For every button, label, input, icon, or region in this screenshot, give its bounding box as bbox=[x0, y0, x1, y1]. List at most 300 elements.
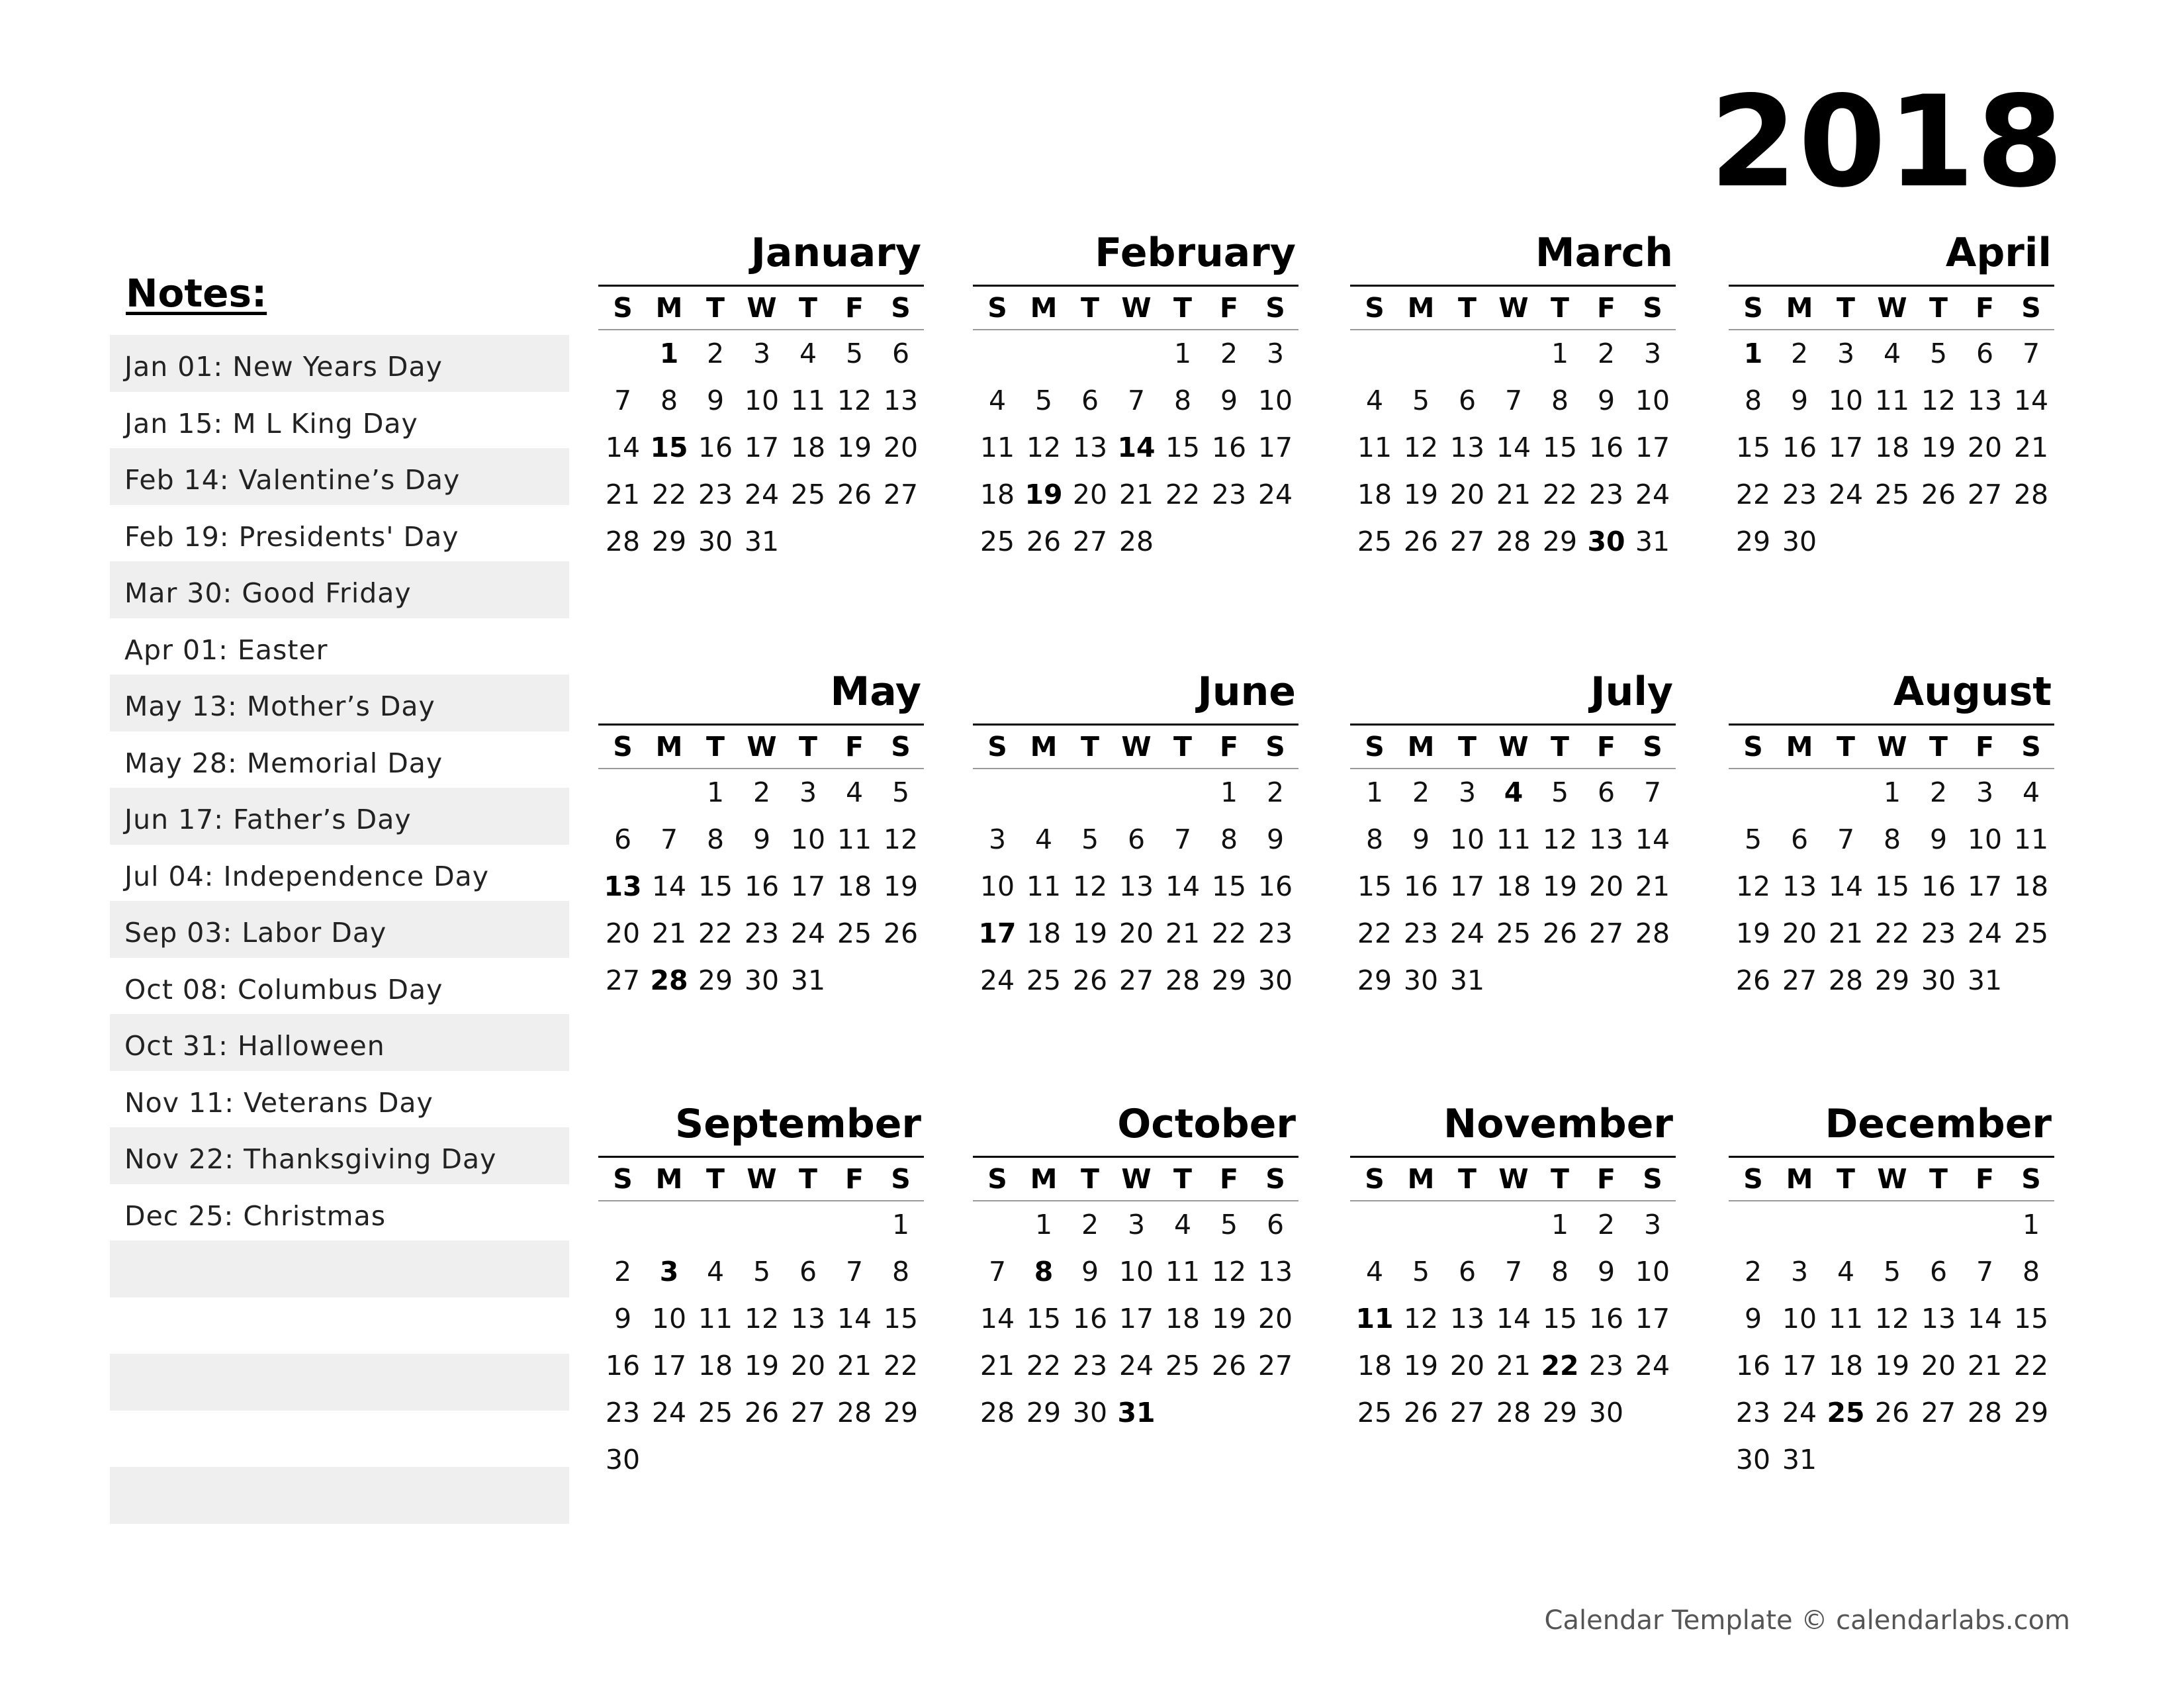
week-row bbox=[600, 863, 924, 910]
day-cell: 12 bbox=[1403, 1303, 1439, 1335]
empty-day-cell bbox=[1160, 518, 1206, 565]
day-cell: 9 bbox=[706, 385, 725, 416]
week-row bbox=[1730, 1389, 2054, 1436]
day-cell: 7 bbox=[614, 385, 632, 416]
day-cell: 18 bbox=[1165, 1303, 1201, 1335]
empty-day-cell bbox=[1730, 1201, 1776, 1248]
day-cell: 28 bbox=[837, 1397, 872, 1429]
day-cell: 11 bbox=[1357, 432, 1392, 463]
weekday-header bbox=[974, 726, 1298, 768]
empty-day-cell bbox=[1629, 1389, 1676, 1436]
day-cell: 2 bbox=[1744, 1256, 1762, 1288]
weekday-label: M bbox=[1030, 292, 1058, 324]
day-cell: 11 bbox=[1828, 1303, 1864, 1335]
day-cell: 1 bbox=[1034, 1209, 1053, 1241]
weekday-label: F bbox=[844, 1163, 864, 1195]
week-row bbox=[974, 957, 1298, 1004]
day-cell: 15 bbox=[1542, 432, 1578, 463]
day-cell: 7 bbox=[1643, 776, 1662, 808]
empty-day-cell bbox=[1537, 957, 1583, 1004]
day-cell: 24 bbox=[651, 1397, 687, 1429]
day-cell: 15 bbox=[1874, 870, 1910, 902]
day-cell: 18 bbox=[1874, 432, 1910, 463]
day-cell: 8 bbox=[1883, 823, 1901, 855]
empty-day-cell bbox=[1444, 1201, 1490, 1248]
day-cell: 19 bbox=[1403, 479, 1439, 510]
day-cell: 9 bbox=[1929, 823, 1948, 855]
day-cell: 19 bbox=[883, 870, 919, 902]
week-row bbox=[1351, 1201, 1676, 1248]
day-cell: 25 bbox=[1874, 479, 1910, 510]
day-cell: 10 bbox=[979, 870, 1015, 902]
day-cell: 6 bbox=[799, 1256, 817, 1288]
day-cell: 8 bbox=[1365, 823, 1384, 855]
day-cell: 25 bbox=[1026, 964, 1062, 996]
day-cell: 8 bbox=[1220, 823, 1238, 855]
day-cell: 3 bbox=[752, 338, 771, 369]
day-cell: 27 bbox=[1782, 964, 1817, 996]
empty-day-cell bbox=[1021, 330, 1067, 377]
day-cell: 21 bbox=[1496, 1350, 1531, 1382]
note-row: Oct 08: Columbus Day bbox=[124, 973, 443, 1006]
day-cell: 1 bbox=[1551, 1209, 1569, 1241]
weekday-label: W bbox=[1498, 292, 1529, 324]
day-cell: 19 bbox=[1874, 1350, 1910, 1382]
weekday-label: S bbox=[1265, 1163, 1285, 1195]
day-cell: 3 bbox=[659, 1256, 679, 1288]
day-cell: 10 bbox=[1967, 823, 2003, 855]
day-cell: 1 bbox=[706, 776, 725, 808]
empty-day-cell bbox=[1021, 769, 1067, 816]
day-cell: 24 bbox=[1257, 479, 1293, 510]
day-cell: 31 bbox=[1782, 1444, 1817, 1476]
day-cell: 21 bbox=[651, 917, 687, 949]
note-row bbox=[110, 1354, 569, 1411]
day-cell: 17 bbox=[744, 432, 780, 463]
day-cell: 17 bbox=[1782, 1350, 1817, 1382]
day-cell: 20 bbox=[1072, 479, 1108, 510]
month-january bbox=[598, 230, 924, 565]
day-cell: 23 bbox=[744, 917, 780, 949]
day-cell: 9 bbox=[1597, 385, 1615, 416]
weekday-label: F bbox=[1975, 731, 1994, 763]
day-cell: 11 bbox=[1496, 823, 1531, 855]
weekday-label: T bbox=[799, 1163, 817, 1195]
week-row bbox=[600, 910, 924, 957]
month-may bbox=[598, 669, 924, 1004]
day-cell: 2 bbox=[1597, 338, 1615, 369]
day-cell: 7 bbox=[845, 1256, 864, 1288]
day-cell: 2 bbox=[1929, 776, 1948, 808]
empty-day-cell bbox=[1823, 1201, 1869, 1248]
day-cell: 29 bbox=[1735, 526, 1771, 557]
day-cell: 19 bbox=[1921, 432, 1956, 463]
empty-day-cell bbox=[1776, 769, 1823, 816]
day-cell: 30 bbox=[698, 526, 733, 557]
day-cell: 28 bbox=[605, 526, 641, 557]
week-row bbox=[1730, 424, 2054, 471]
day-cell: 13 bbox=[790, 1303, 826, 1335]
weekday-label: S bbox=[987, 292, 1007, 324]
day-cell: 27 bbox=[1449, 526, 1485, 557]
day-cell: 26 bbox=[1921, 479, 1956, 510]
day-cell: 26 bbox=[744, 1397, 780, 1429]
day-cell: 13 bbox=[1967, 385, 2003, 416]
note-row bbox=[110, 1241, 569, 1297]
empty-day-cell bbox=[974, 1201, 1021, 1248]
empty-day-cell bbox=[974, 330, 1021, 377]
day-cell: 20 bbox=[1257, 1303, 1293, 1335]
day-cell: 18 bbox=[1357, 479, 1392, 510]
week-row bbox=[1351, 957, 1676, 1004]
empty-day-cell bbox=[1915, 1201, 1962, 1248]
weekday-label: S bbox=[1643, 731, 1662, 763]
week-row bbox=[1730, 1342, 2054, 1389]
week-row bbox=[974, 910, 1298, 957]
day-cell: 23 bbox=[1403, 917, 1439, 949]
day-cell: 8 bbox=[706, 823, 725, 855]
week-row bbox=[974, 816, 1298, 863]
weekday-label: F bbox=[1219, 292, 1238, 324]
month-name: July bbox=[1590, 669, 1673, 715]
weekday-label: S bbox=[891, 731, 911, 763]
day-cell: 5 bbox=[1929, 338, 1948, 369]
weekday-label: W bbox=[1121, 731, 1152, 763]
day-cell: 22 bbox=[1165, 479, 1201, 510]
week-row bbox=[974, 1201, 1298, 1248]
day-cell: 22 bbox=[1026, 1350, 1062, 1382]
day-cell: 15 bbox=[1165, 432, 1201, 463]
day-cell: 3 bbox=[1127, 1209, 1146, 1241]
week-row bbox=[1730, 471, 2054, 518]
note-row: Jul 04: Independence Day bbox=[124, 860, 490, 892]
day-cell: 24 bbox=[1118, 1350, 1154, 1382]
day-cell: 30 bbox=[1735, 1444, 1771, 1476]
weekday-label: M bbox=[1786, 292, 1813, 324]
empty-day-cell bbox=[1730, 769, 1776, 816]
day-cell: 7 bbox=[660, 823, 678, 855]
day-cell: 19 bbox=[744, 1350, 780, 1382]
day-cell: 22 bbox=[883, 1350, 919, 1382]
day-cell: 14 bbox=[1635, 823, 1670, 855]
day-cell: 12 bbox=[744, 1303, 780, 1335]
day-cell: 27 bbox=[1967, 479, 2003, 510]
weekday-label: S bbox=[613, 1163, 633, 1195]
day-cell: 22 bbox=[1211, 917, 1247, 949]
weekday-label: M bbox=[1030, 1163, 1058, 1195]
week-row bbox=[1730, 816, 2054, 863]
month-december bbox=[1729, 1101, 2054, 1483]
note-row: Mar 30: Good Friday bbox=[110, 561, 569, 618]
day-cell: 3 bbox=[1266, 338, 1285, 369]
weekday-label: T bbox=[1458, 731, 1477, 763]
day-cell: 28 bbox=[1496, 1397, 1531, 1429]
day-cell: 13 bbox=[1782, 870, 1817, 902]
empty-day-cell bbox=[692, 1436, 739, 1483]
week-row bbox=[600, 1248, 924, 1295]
day-cell: 16 bbox=[1072, 1303, 1108, 1335]
day-cell: 18 bbox=[1496, 870, 1531, 902]
note-row: May 28: Memorial Day bbox=[124, 747, 443, 779]
empty-day-cell bbox=[1252, 1389, 1298, 1436]
day-cell: 3 bbox=[1458, 776, 1477, 808]
weekday-label: T bbox=[1929, 292, 1948, 324]
week-row bbox=[600, 1295, 924, 1342]
day-cell: 16 bbox=[1735, 1350, 1771, 1382]
day-cell: 15 bbox=[1542, 1303, 1578, 1335]
day-cell: 7 bbox=[1127, 385, 1146, 416]
day-cell: 5 bbox=[1412, 1256, 1430, 1288]
day-cell: 29 bbox=[651, 526, 687, 557]
day-cell: 27 bbox=[1449, 1397, 1485, 1429]
empty-day-cell bbox=[878, 957, 924, 1004]
day-cell: 14 bbox=[1967, 1303, 2003, 1335]
empty-day-cell bbox=[1869, 1201, 1915, 1248]
empty-day-cell bbox=[1398, 1201, 1444, 1248]
day-cell: 16 bbox=[1588, 432, 1624, 463]
day-cell: 31 bbox=[790, 964, 826, 996]
weekday-label: S bbox=[2021, 292, 2041, 324]
day-cell: 5 bbox=[845, 338, 864, 369]
weekday-label: S bbox=[1743, 292, 1763, 324]
day-cell: 16 bbox=[1588, 1303, 1624, 1335]
weekday-label: W bbox=[1498, 1163, 1529, 1195]
weekday-label: F bbox=[1219, 1163, 1238, 1195]
empty-day-cell bbox=[1823, 518, 1869, 565]
empty-day-cell bbox=[831, 1201, 878, 1248]
weekday-header bbox=[600, 287, 924, 329]
day-cell: 28 bbox=[979, 1397, 1015, 1429]
day-cell: 23 bbox=[605, 1397, 641, 1429]
day-cell: 13 bbox=[604, 870, 642, 902]
day-cell: 15 bbox=[2013, 1303, 2049, 1335]
week-row bbox=[600, 1389, 924, 1436]
weekday-label: S bbox=[613, 731, 633, 763]
day-cell: 4 bbox=[1365, 1256, 1384, 1288]
day-cell: 9 bbox=[1412, 823, 1430, 855]
weekday-label: S bbox=[1643, 292, 1662, 324]
empty-day-cell bbox=[1160, 769, 1206, 816]
weekday-label: F bbox=[1219, 731, 1238, 763]
week-row bbox=[1730, 863, 2054, 910]
year-title: 2018 bbox=[1709, 69, 2065, 215]
empty-day-cell bbox=[1962, 518, 2008, 565]
empty-day-cell bbox=[1113, 769, 1160, 816]
week-row bbox=[1351, 1389, 1676, 1436]
empty-day-cell bbox=[1583, 957, 1629, 1004]
weekday-label: M bbox=[655, 1163, 683, 1195]
weekday-label: S bbox=[1265, 731, 1285, 763]
weekday-label: S bbox=[1365, 292, 1385, 324]
weekday-label: T bbox=[1458, 1163, 1477, 1195]
day-cell: 31 bbox=[1117, 1397, 1156, 1429]
empty-day-cell bbox=[1629, 957, 1676, 1004]
day-cell: 13 bbox=[1449, 1303, 1485, 1335]
empty-day-cell bbox=[1776, 1201, 1823, 1248]
weekday-label: T bbox=[1081, 731, 1099, 763]
weekday-label: T bbox=[706, 1163, 725, 1195]
empty-day-cell bbox=[1915, 518, 1962, 565]
day-cell: 4 bbox=[1365, 385, 1384, 416]
day-cell: 28 bbox=[1635, 917, 1670, 949]
day-cell: 2 bbox=[1597, 1209, 1615, 1241]
week-row bbox=[974, 377, 1298, 424]
day-cell: 15 bbox=[650, 432, 688, 463]
day-cell: 23 bbox=[1782, 479, 1817, 510]
weekday-label: T bbox=[1837, 731, 1855, 763]
empty-day-cell bbox=[600, 330, 646, 377]
day-cell: 11 bbox=[837, 823, 872, 855]
month-august bbox=[1729, 669, 2054, 1004]
week-row bbox=[1351, 330, 1676, 377]
day-cell: 31 bbox=[1967, 964, 2003, 996]
weekday-label: F bbox=[1596, 731, 1615, 763]
day-cell: 8 bbox=[1173, 385, 1192, 416]
day-cell: 24 bbox=[1967, 917, 2003, 949]
day-cell: 27 bbox=[1257, 1350, 1293, 1382]
day-cell: 2 bbox=[614, 1256, 632, 1288]
empty-day-cell bbox=[1252, 518, 1298, 565]
day-cell: 22 bbox=[651, 479, 687, 510]
day-cell: 4 bbox=[2022, 776, 2040, 808]
day-cell: 13 bbox=[1921, 1303, 1956, 1335]
weekday-label: T bbox=[1081, 292, 1099, 324]
day-cell: 13 bbox=[1072, 432, 1108, 463]
month-name: October bbox=[1117, 1101, 1296, 1147]
day-cell: 28 bbox=[1967, 1397, 2003, 1429]
day-cell: 26 bbox=[1874, 1397, 1910, 1429]
day-cell: 27 bbox=[1921, 1397, 1956, 1429]
empty-day-cell bbox=[646, 1436, 692, 1483]
weekday-header bbox=[1351, 287, 1676, 329]
day-cell: 5 bbox=[752, 1256, 771, 1288]
day-cell: 9 bbox=[1790, 385, 1809, 416]
month-name: March bbox=[1535, 230, 1673, 276]
month-july bbox=[1350, 669, 1676, 1004]
month-october bbox=[973, 1101, 1298, 1436]
weekday-label: T bbox=[1551, 731, 1569, 763]
weekday-label: S bbox=[1643, 1163, 1662, 1195]
empty-day-cell bbox=[1113, 330, 1160, 377]
day-cell: 26 bbox=[1403, 526, 1439, 557]
weekday-label: W bbox=[1121, 292, 1152, 324]
note-row: Oct 31: Halloween bbox=[110, 1014, 569, 1071]
weekday-label: T bbox=[706, 731, 725, 763]
day-cell: 17 bbox=[651, 1350, 687, 1382]
day-cell: 29 bbox=[1026, 1397, 1062, 1429]
day-cell: 24 bbox=[1828, 479, 1864, 510]
day-cell: 3 bbox=[1643, 338, 1662, 369]
day-cell: 9 bbox=[1081, 1256, 1099, 1288]
day-cell: 23 bbox=[1211, 479, 1247, 510]
day-cell: 21 bbox=[2013, 432, 2049, 463]
weekday-label: F bbox=[844, 292, 864, 324]
day-cell: 21 bbox=[1967, 1350, 2003, 1382]
day-cell: 20 bbox=[605, 917, 641, 949]
day-cell: 30 bbox=[605, 1444, 641, 1476]
weekday-header bbox=[1730, 1158, 2054, 1200]
month-february bbox=[973, 230, 1298, 565]
empty-day-cell bbox=[1490, 1201, 1537, 1248]
day-cell: 30 bbox=[744, 964, 780, 996]
day-cell: 22 bbox=[1541, 1350, 1579, 1382]
day-cell: 26 bbox=[1403, 1397, 1439, 1429]
day-cell: 30 bbox=[1257, 964, 1293, 996]
weekday-label: M bbox=[1407, 292, 1435, 324]
day-cell: 28 bbox=[1165, 964, 1201, 996]
month-september bbox=[598, 1101, 924, 1483]
weekday-label: W bbox=[1877, 1163, 1907, 1195]
empty-day-cell bbox=[1351, 330, 1398, 377]
day-cell: 16 bbox=[1782, 432, 1817, 463]
day-cell: 4 bbox=[1034, 823, 1053, 855]
month-november bbox=[1350, 1101, 1676, 1436]
day-cell: 11 bbox=[1355, 1303, 1394, 1335]
day-cell: 3 bbox=[988, 823, 1007, 855]
day-cell: 21 bbox=[605, 479, 641, 510]
weekday-label: F bbox=[1596, 1163, 1615, 1195]
week-row bbox=[1351, 910, 1676, 957]
day-cell: 21 bbox=[1118, 479, 1154, 510]
day-cell: 12 bbox=[1403, 432, 1439, 463]
weekday-label: T bbox=[1929, 1163, 1948, 1195]
day-cell: 20 bbox=[1588, 870, 1624, 902]
day-cell: 21 bbox=[1496, 479, 1531, 510]
empty-day-cell bbox=[1206, 518, 1252, 565]
day-cell: 25 bbox=[1357, 1397, 1392, 1429]
day-cell: 23 bbox=[1588, 479, 1624, 510]
day-cell: 7 bbox=[1976, 1256, 1994, 1288]
week-row bbox=[600, 957, 924, 1004]
day-cell: 21 bbox=[1165, 917, 1201, 949]
note-row bbox=[110, 1297, 569, 1354]
day-cell: 9 bbox=[752, 823, 771, 855]
weekday-label: M bbox=[1786, 1163, 1813, 1195]
day-cell: 22 bbox=[1735, 479, 1771, 510]
day-cell: 1 bbox=[1551, 338, 1569, 369]
day-cell: 2 bbox=[752, 776, 771, 808]
weekday-header bbox=[1730, 726, 2054, 768]
weekday-label: T bbox=[1551, 1163, 1569, 1195]
day-cell: 15 bbox=[698, 870, 733, 902]
day-cell: 24 bbox=[1782, 1397, 1817, 1429]
day-cell: 25 bbox=[1357, 526, 1392, 557]
day-cell: 27 bbox=[790, 1397, 826, 1429]
day-cell: 6 bbox=[891, 338, 910, 369]
week-row bbox=[974, 769, 1298, 816]
weekday-label: S bbox=[1265, 292, 1285, 324]
note-row: Feb 14: Valentine’s Day bbox=[110, 448, 569, 505]
note-row: Jan 15: M L King Day bbox=[124, 407, 418, 440]
day-cell: 29 bbox=[883, 1397, 919, 1429]
empty-day-cell bbox=[831, 518, 878, 565]
day-cell: 17 bbox=[1257, 432, 1293, 463]
day-cell: 8 bbox=[1551, 1256, 1569, 1288]
day-cell: 25 bbox=[790, 479, 826, 510]
day-cell: 21 bbox=[1635, 870, 1670, 902]
week-row bbox=[600, 1436, 924, 1483]
week-row bbox=[600, 377, 924, 424]
day-cell: 6 bbox=[1929, 1256, 1948, 1288]
day-cell: 12 bbox=[1921, 385, 1956, 416]
week-row bbox=[600, 330, 924, 377]
day-cell: 1 bbox=[1220, 776, 1238, 808]
day-cell: 13 bbox=[1449, 432, 1485, 463]
day-cell: 7 bbox=[1504, 1256, 1523, 1288]
weekday-label: T bbox=[706, 292, 725, 324]
empty-day-cell bbox=[1067, 330, 1113, 377]
empty-day-cell bbox=[1823, 1436, 1869, 1483]
